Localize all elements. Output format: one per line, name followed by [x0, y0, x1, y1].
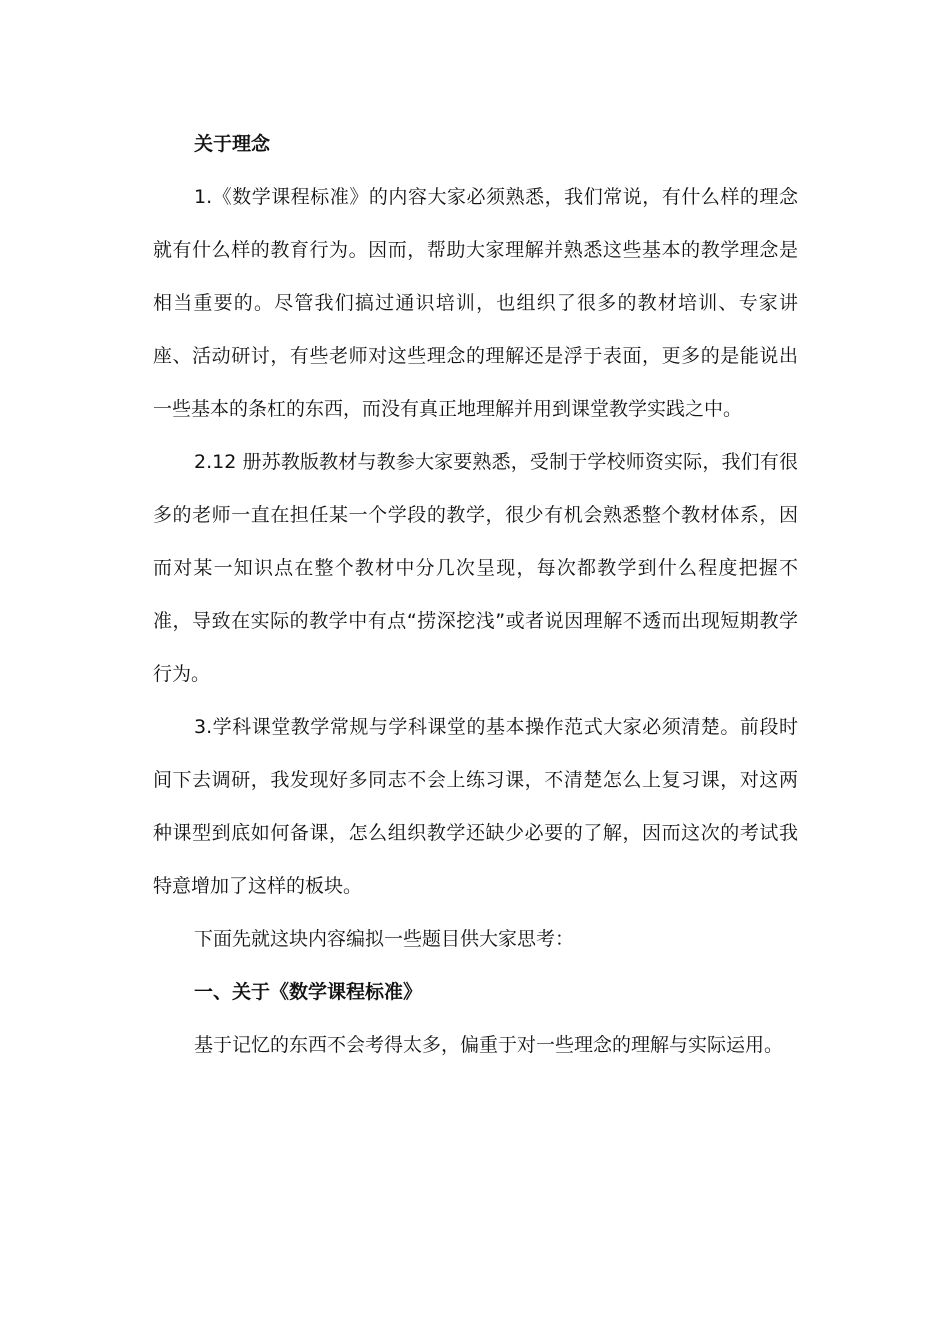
paragraph-memory-note: 基于记忆的东西不会考得太多，偏重于对一些理念的理解与实际运用。 — [194, 1034, 784, 1056]
section-heading-curriculum-standard: 一、关于《数学课程标准》 — [194, 981, 423, 1003]
document-body — [153, 118, 798, 1072]
paragraph-questions-intro: 下面先就这块内容编拟一些题目供大家思考： — [194, 928, 575, 950]
paragraph-textbooks: 2.12 册苏教版教材与教参大家要熟悉，受制于学校师资实际，我们有很多的老师一直在担任某一个学段的教学，很少有机会熟悉整个教材体系，因而对某一知识点在整个教材中分几次呈现，每次都教学到什么程度把握不准，导致在实际的教学中有点“捞深挖浅”或者说因理解不透而出现短期教学行为。 — [153, 451, 798, 685]
section-heading-concepts: 关于理念 — [194, 133, 271, 155]
paragraph-curriculum-standard: 1.《数学课程标准》的内容大家必须熟悉，我们常说，有什么样的理念就有什么样的教育行为。因而，帮助大家理解并熟悉这些基本的教学理念是相当重要的。尽管我们搞过通识培训，也组织了很多的教材培训、专家讲座、活动研讨，有些老师对这些理念的理解还是浮于表面，更多的是能说出一些基本的条杠的东西，而没有真正地理解并用到课堂教学实践之中。 — [153, 186, 798, 420]
paragraph-classroom-routines: 3.学科课堂教学常规与学科课堂的基本操作范式大家必须清楚。前段时间下去调研，我发现好多同志不会上练习课，不清楚怎么上复习课，对这两种课型到底如何备课，怎么组织教学还缺少必要的了解，因而这次的考试我特意增加了这样的板块。 — [153, 716, 798, 897]
